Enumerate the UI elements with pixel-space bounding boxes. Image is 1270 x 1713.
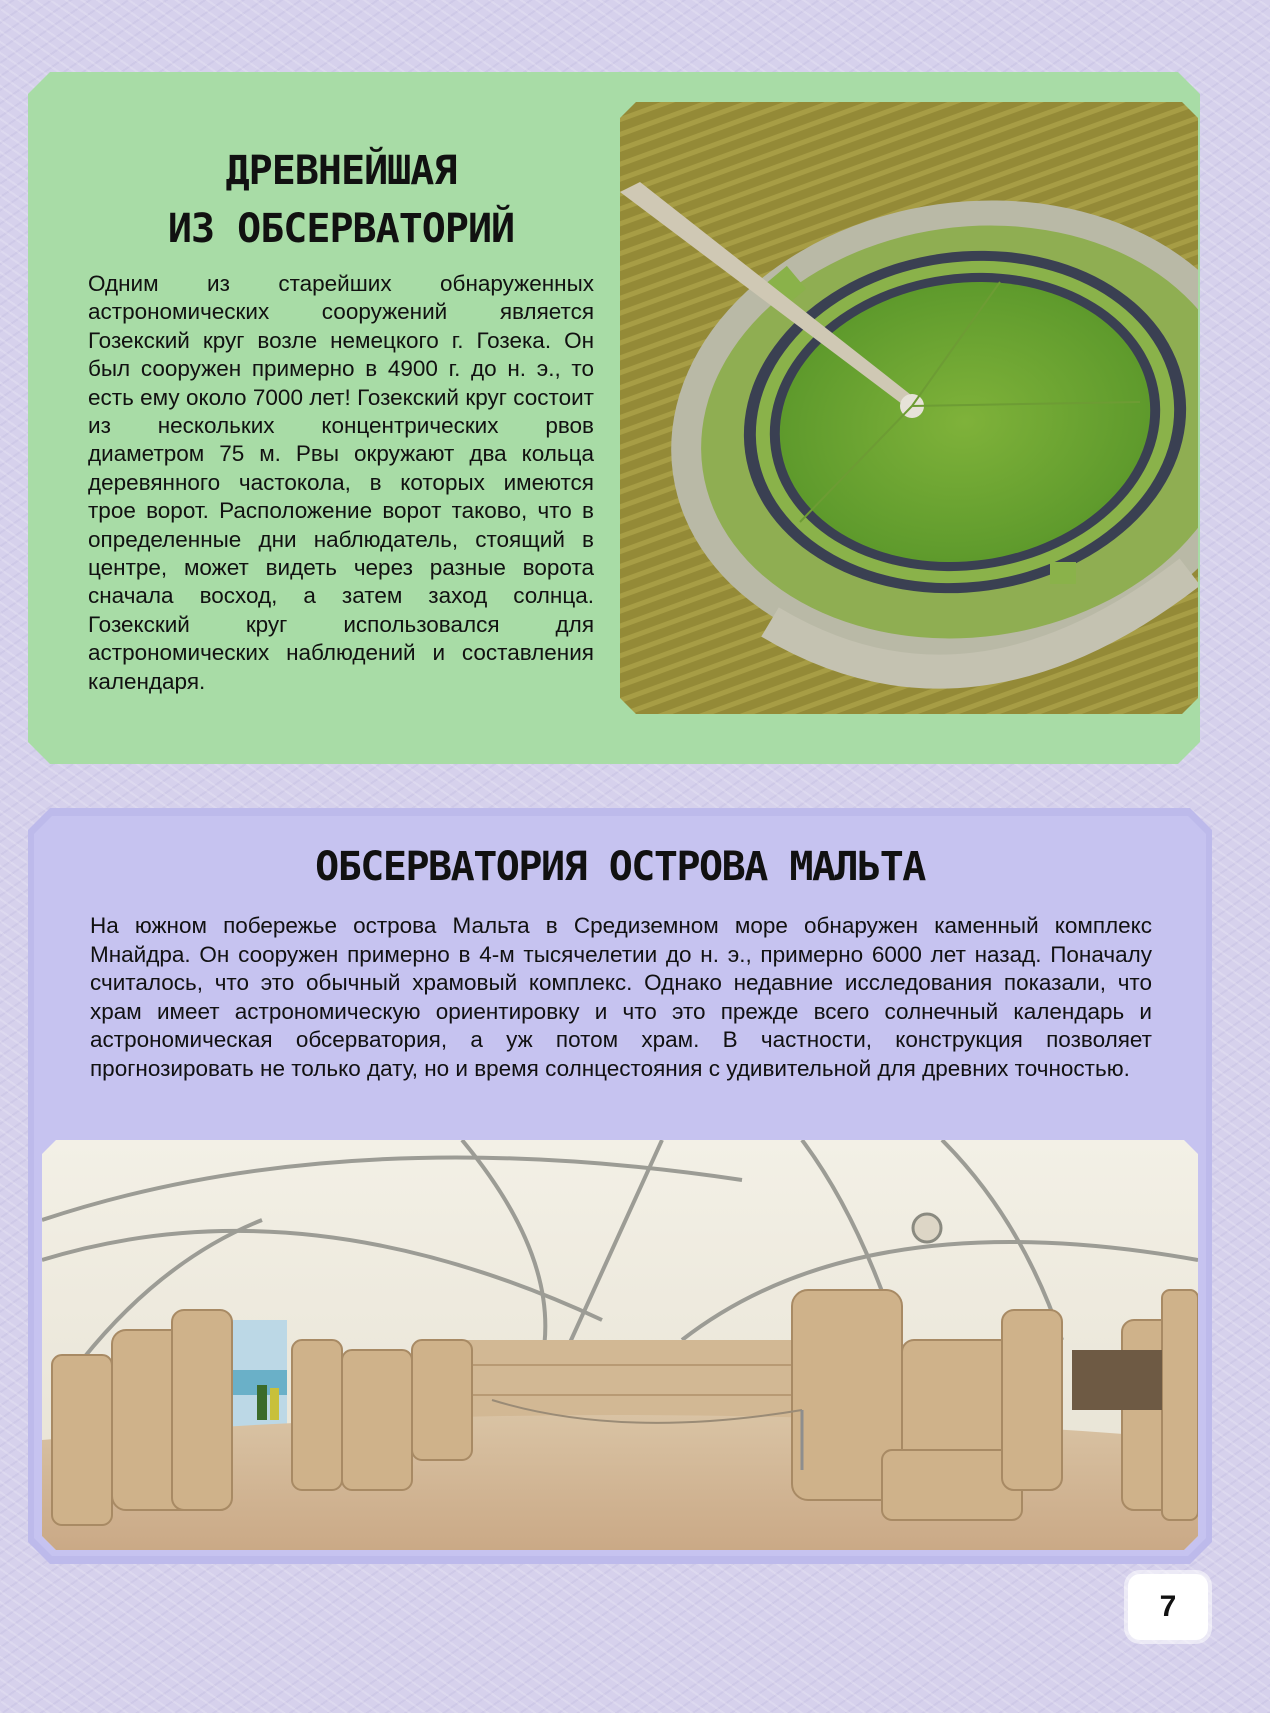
section-malta-title: ОБСЕРВАТОРИЯ ОСТРОВА МАЛЬТА bbox=[315, 844, 925, 890]
page-number: 7 bbox=[1159, 1590, 1177, 1623]
section-goseck-text: Одним из старейших обнаруженных астрономических сооружений является Гозекский круг возле немецкого г. Гозека. Он был сооружен примерно в 4900 г. до н. э., то есть ему около 7000 лет! Гозекский круг состоит из нескольких концентрических рвов диаметром 75 м. Рвы окружают два кольца деревянного частокола, в которых имеются трое ворот. Расположение ворот таково, что в определенные дни наблюдатель, стоящий в центре, может видеть через разные ворота сначала восход, а затем заход солнца. Гозекский круг использовался для астрономических наблюдений и составления календаря. bbox=[88, 271, 594, 694]
goseck-circle-photo bbox=[620, 102, 1198, 714]
page-number-box bbox=[1128, 1574, 1208, 1640]
section-goseck-title bbox=[88, 142, 594, 258]
title-line-2: ИЗ ОБСЕРВАТОРИЙ bbox=[167, 206, 515, 252]
mnajdra-temple-photo bbox=[42, 1140, 1198, 1550]
section-malta-text: На южном побережье острова Мальта в Средиземном море обнаружен каменный комплекс Мнайдра. Он сооружен примерно в 4-м тысячелетии до н. э., примерно 6000 лет назад. Поначалу считалось, что это обычный храмовый комплекс. Однако недавние исследования показали, что храм имеет астрономическую ориентировку и что это прежде всего солнечный календарь и астрономическая обсерватория, а уж потом храм. В частности, конструкция позволяет прогнозировать не только дату, но и время солнцестояния с удивительной для древних точностью. bbox=[90, 913, 1152, 1081]
title-line-1: ДРЕВНЕЙШАЯ bbox=[225, 148, 457, 194]
